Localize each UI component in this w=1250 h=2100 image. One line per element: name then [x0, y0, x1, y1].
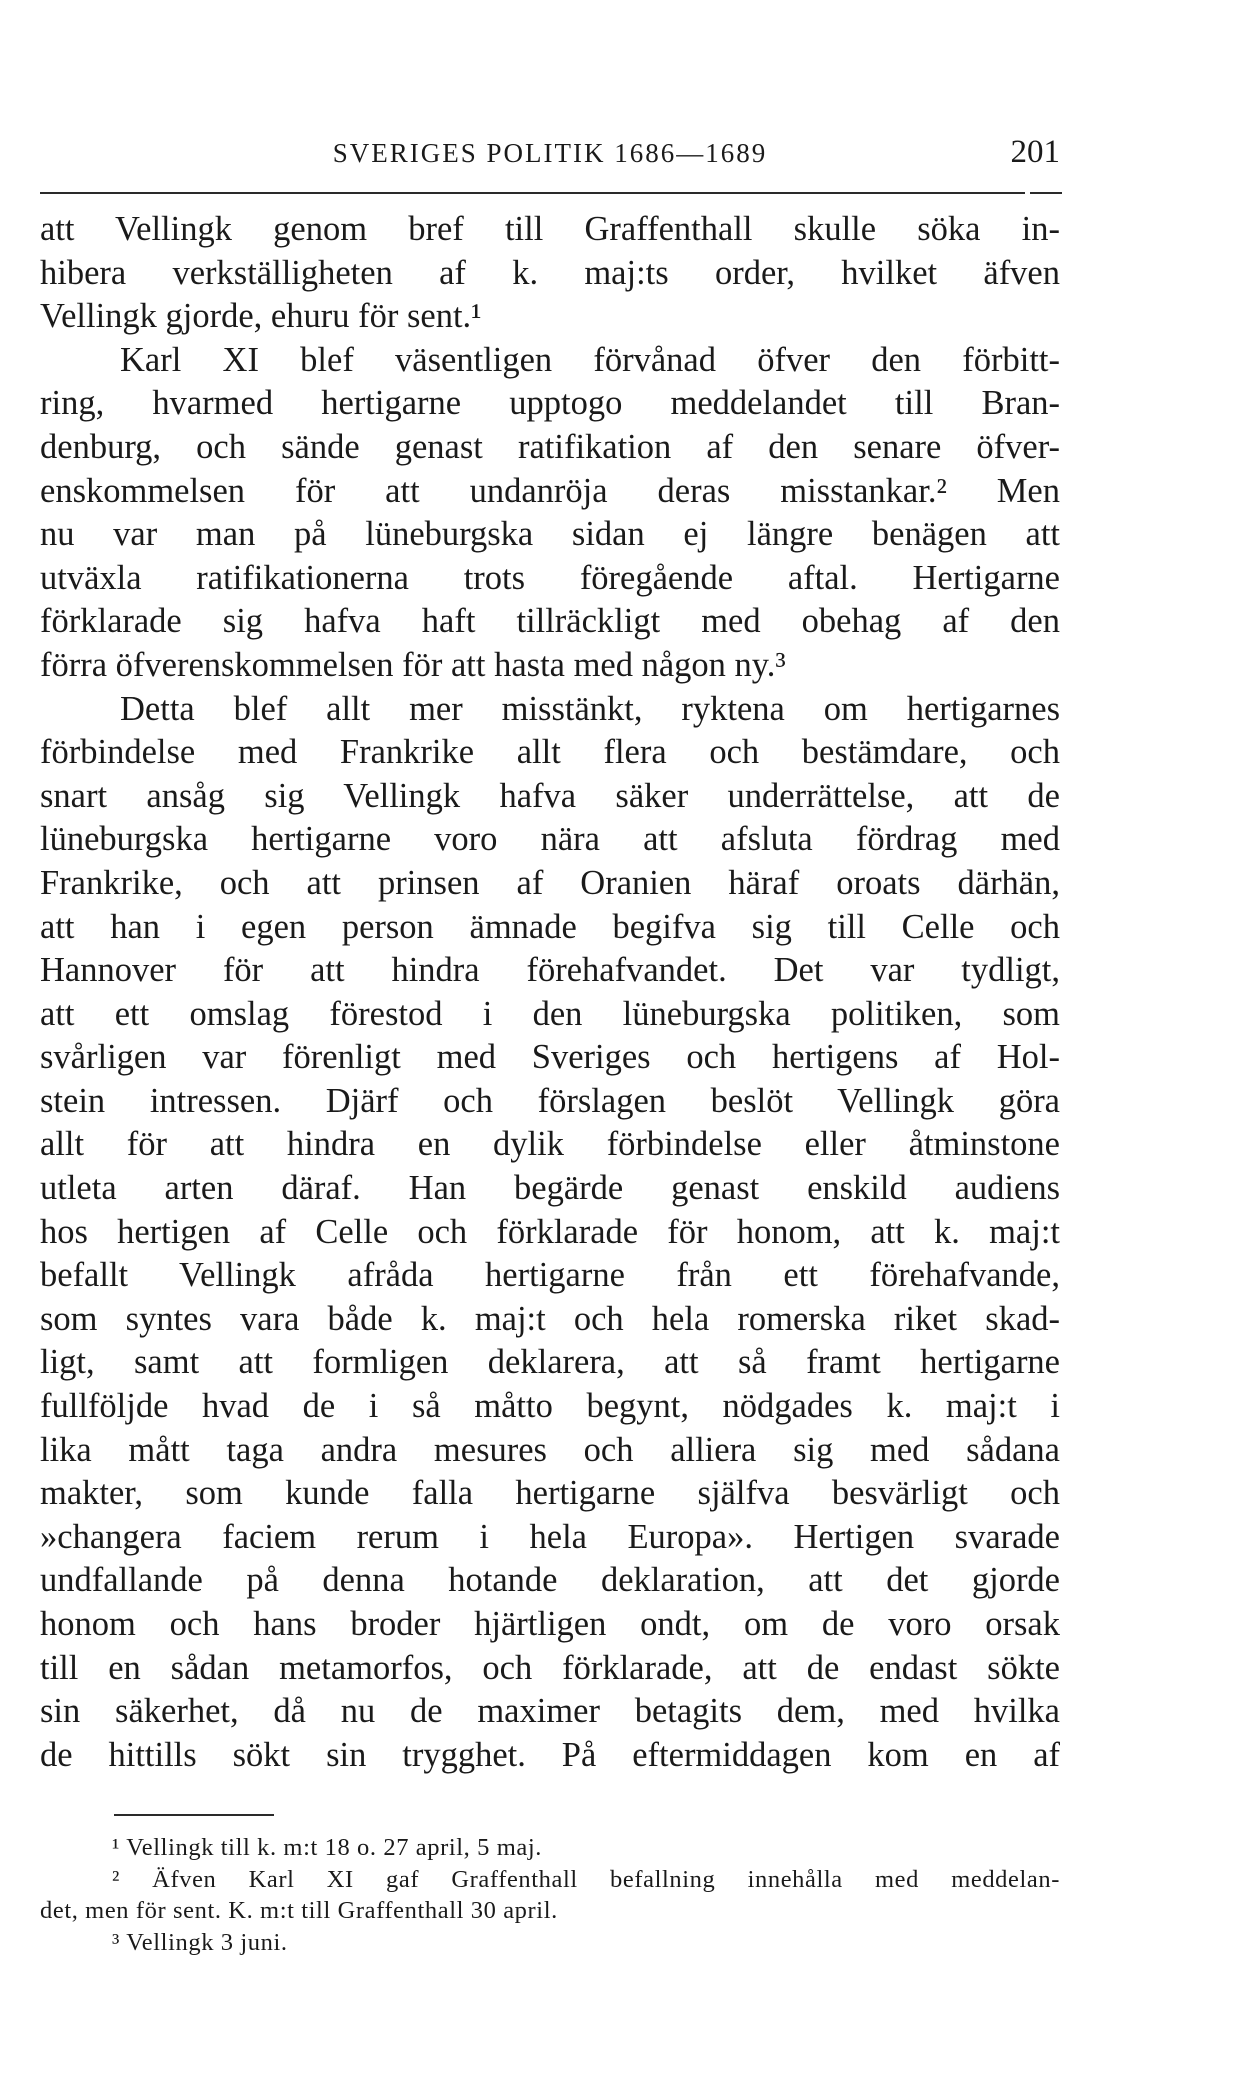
text-line: att ett omslag förestod i den lüneburgska politiken, som	[40, 994, 1060, 1033]
text-line: svårligen var förenligt med Sveriges och hertigens af Hol-	[40, 1038, 1060, 1077]
footnote-line: ¹ Vellingk till k. m:t 18 o. 27 april, 5 maj.	[112, 1834, 542, 1861]
text-line: stein intressen. Djärf och förslagen beslöt Vellingk göra	[40, 1081, 1060, 1120]
header-rule-dash	[1030, 192, 1062, 194]
text-line: lüneburgska hertigarne voro nära att afsluta fördrag med	[40, 820, 1060, 859]
text-line: till en sådan metamorfos, och förklarade, att de endast sökte	[40, 1648, 1060, 1687]
text-line: hibera verkställigheten af k. maj:ts order, hvilket äfven	[40, 253, 1060, 292]
text-line: de hittills sökt sin trygghet. På eftermiddagen kom en af	[40, 1735, 1060, 1774]
text-line: »changera faciem rerum i hela Europa». Hertigen svarade	[40, 1517, 1060, 1556]
text-line: makter, som kunde falla hertigarne själfva besvärligt och	[40, 1474, 1060, 1513]
text-line: Vellingk gjorde, ehuru för sent.¹	[40, 297, 482, 336]
text-line: enskommelsen för att undanröja deras misstankar.² Men	[40, 471, 1060, 510]
page-header	[40, 134, 1060, 178]
text-line: utleta arten däraf. Han begärde genast enskild audiens	[40, 1169, 1060, 1208]
text-line: förklarade sig hafva haft tillräckligt med obehag af den	[40, 602, 1060, 641]
page-number: 201	[1010, 134, 1060, 170]
text-line: som syntes vara både k. maj:t och hela romerska riket skad-	[40, 1299, 1060, 1338]
header-rule	[40, 192, 1025, 194]
text-line: honom och hans broder hjärtligen ondt, om de voro orsak	[40, 1605, 1060, 1643]
text-line: nu var man på lüneburgska sidan ej längre benägen att	[40, 515, 1060, 554]
footnote-line: ³ Vellingk 3 juni.	[112, 1928, 288, 1956]
text-line: fullföljde hvad de i så måtto begynt, nödgades k. maj:t i	[40, 1387, 1060, 1426]
text-line: lika mått taga andra mesures och alliera sig med sådana	[40, 1430, 1060, 1469]
footnote-rule	[114, 1814, 274, 1816]
text-line: allt för att hindra en dylik förbindelse eller åtminstone	[40, 1125, 1060, 1164]
text-line: utväxla ratifikationerna trots föregående aftal. Hertigarne	[40, 558, 1060, 597]
text-line: Detta blef allt mer misstänkt, ryktena om hertigarnes	[120, 689, 1060, 728]
text-line: snart ansåg sig Vellingk hafva säker underrättelse, att de	[40, 776, 1060, 815]
text-line: att han i egen person ämnade begifva sig till Celle och	[40, 907, 1060, 946]
text-line: undfallande på denna hotande deklaration, att det gjorde	[40, 1561, 1060, 1600]
text-line: befallt Vellingk afråda hertigarne från ett förehafvande,	[40, 1256, 1060, 1295]
running-title: SVERIGES POLITIK 1686—1689	[332, 138, 768, 168]
text-line: förbindelse med Frankrike allt flera och bestämdare, och	[40, 733, 1060, 772]
text-line: sin säkerhet, då nu de maximer betagits dem, med hvilka	[40, 1692, 1060, 1731]
text-line: Hannover för att hindra förehafvandet. Det var tydligt,	[40, 951, 1060, 990]
text-line: denburg, och sände genast ratifikation af den senare öfver-	[40, 427, 1060, 466]
text-line: Karl XI blef väsentligen förvånad öfver den förbitt-	[120, 340, 1060, 379]
footnote-line: ² Äfven Karl XI gaf Graffenthall befallning innehålla med meddelan-	[112, 1865, 1060, 1893]
text-line: hos hertigen af Celle och förklarade för honom, att k. maj:t	[40, 1212, 1060, 1251]
text-line: ring, hvarmed hertigarne upptogo meddelandet till Bran-	[40, 384, 1060, 423]
body-text	[40, 208, 1060, 1777]
text-line: ligt, samt att formligen deklarera, att så framt hertigarne	[40, 1343, 1060, 1382]
text-line: att Vellingk genom bref till Graffenthall skulle söka in-	[40, 210, 1060, 248]
footnotes	[40, 1832, 1060, 1958]
text-line: förra öfverenskommelsen för att hasta med någon ny.³	[40, 645, 786, 684]
text-line: Frankrike, och att prinsen af Oranien häraf oroats därhän,	[40, 863, 1060, 902]
footnote-line: det, men för sent. K. m:t till Graffenthall 30 april.	[40, 1897, 558, 1924]
